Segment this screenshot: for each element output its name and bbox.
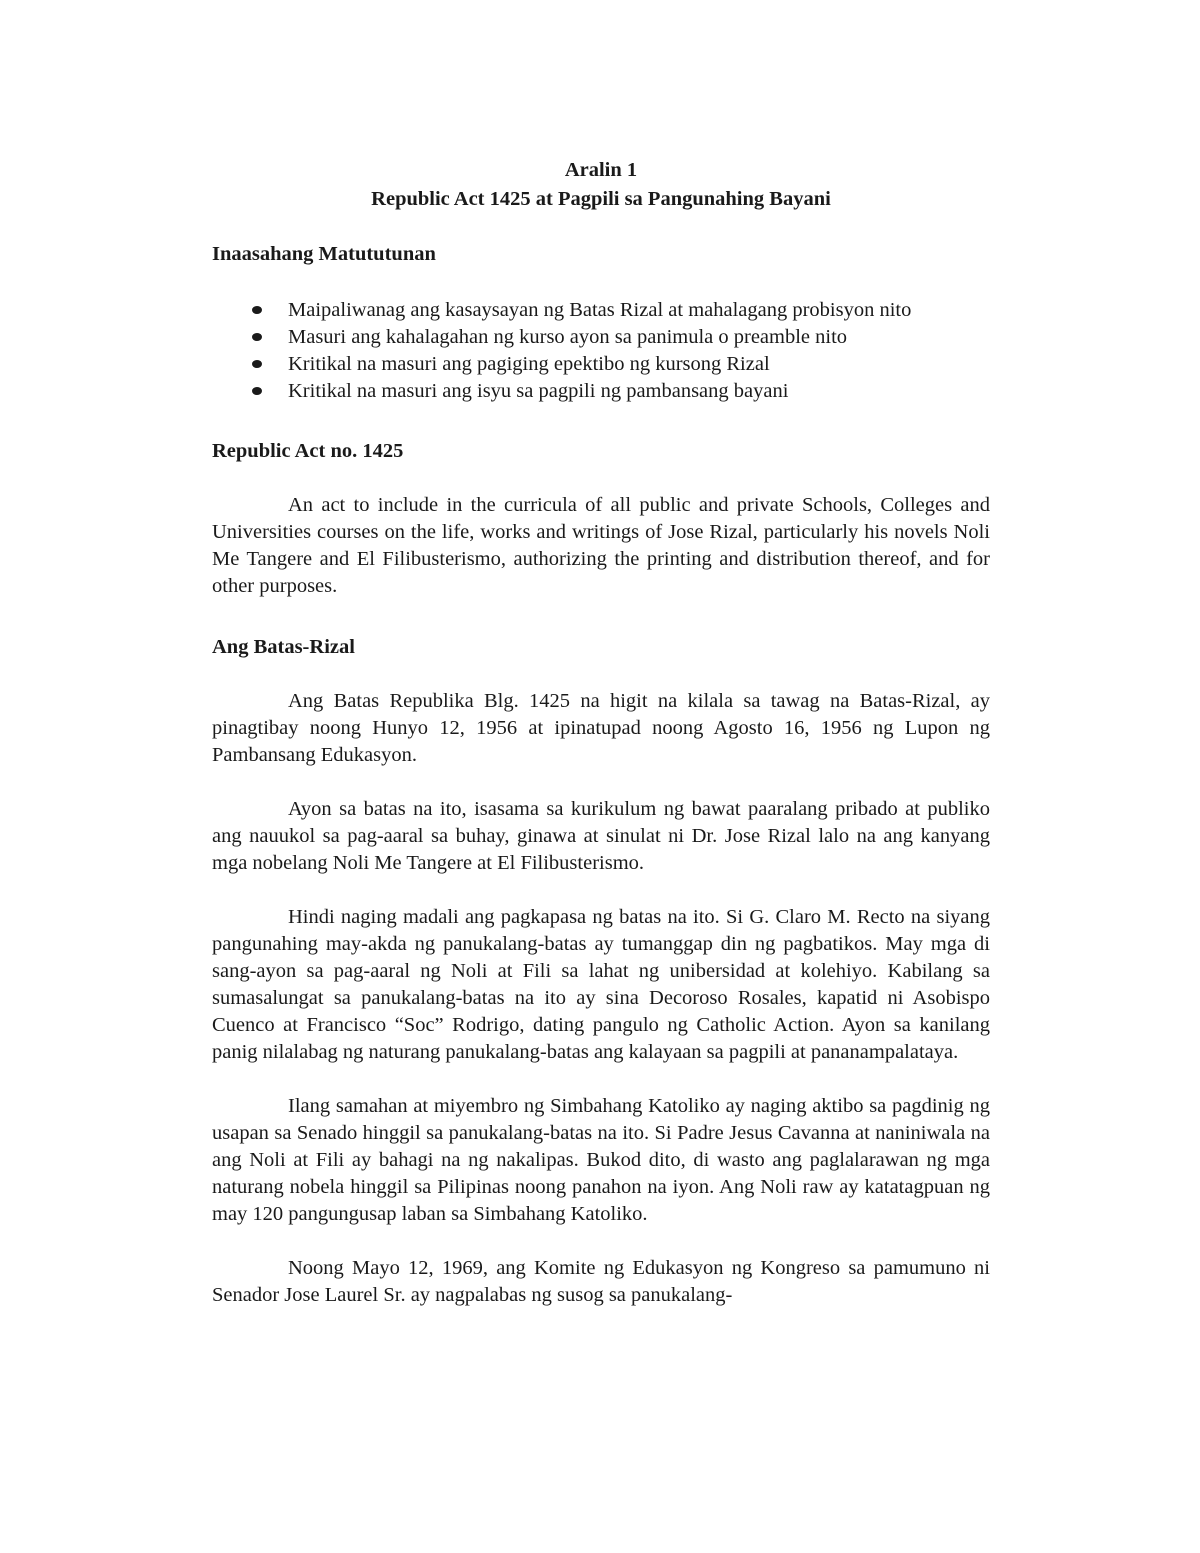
document-page	[212, 156, 990, 1309]
ra1425-paragraph: An act to include in the curricula of all public and private Schools, Colleges and Universities courses on the life, works and writings of Jose Rizal, particularly his novels Noli Me Tangere and El Filibusterismo, authorizing the printing and distribution thereof, and for other purposes.	[212, 494, 990, 597]
batas-rizal-paragraph-2: Ayon sa batas na ito, isasama sa kurikulum ng bawat paaralang pribado at publiko ang nauukol sa pag-aaral sa buhay, ginawa at sinulat ni Dr. Jose Rizal lalo na ang kanyang mga nobelang Noli Me Tangere at El Filibusterismo.	[212, 798, 990, 874]
lesson-title: Republic Act 1425 at Pagpili sa Pangunahing Bayani	[371, 188, 831, 210]
list-item	[212, 297, 990, 324]
lesson-number: Aralin 1	[564, 159, 638, 181]
objectives-heading: Inaasahang Matututunan	[212, 243, 436, 265]
batas-rizal-paragraph-4: Ilang samahan at miyembro ng Simbahang Katoliko ay naging aktibo sa pagdinig ng usapan sa Senado hinggil sa panukalang-batas na ito. Si Padre Jesus Cavanna at naniniwala na ang Noli at Fili ay bahagi na ng nakalipas. Bukod dito, di wasto ang paglalarawan ng mga naturang nobela hinggil sa Pilipinas noong panahon na iyon. Ang Noli raw ay katatagpuan ng may 120 pangungusap laban sa Simbahang Katoliko.	[212, 1095, 990, 1225]
objective-text: Kritikal na masuri ang isyu sa pagpili ng pambansang bayani	[288, 380, 789, 402]
objective-text: Kritikal na masuri ang pagiging epektibo ng kursong Rizal	[288, 353, 770, 375]
objective-text: Maipaliwanag ang kasaysayan ng Batas Rizal at mahalagang probisyon nito	[288, 299, 912, 321]
bullet-icon	[252, 333, 262, 341]
bullet-icon	[252, 306, 262, 314]
list-item	[212, 351, 990, 378]
batas-rizal-paragraph-1: Ang Batas Republika Blg. 1425 na higit na kilala sa tawag na Batas-Rizal, ay pinagtibay noong Hunyo 12, 1956 at ipinatupad noong Agosto 16, 1956 ng Lupon ng Pambansang Edukasyon.	[212, 690, 990, 766]
batas-rizal-paragraph-5: Noong Mayo 12, 1969, ang Komite ng Edukasyon ng Kongreso sa pamumuno ni Senador Jose Laurel Sr. ay nagpalabas ng susog sa panukalang-	[212, 1257, 990, 1306]
objective-text: Masuri ang kahalagahan ng kurso ayon sa panimula o preamble nito	[288, 326, 848, 348]
section-heading-batas-rizal: Ang Batas-Rizal	[212, 636, 355, 658]
title-block	[212, 156, 990, 214]
bullet-icon	[252, 387, 262, 395]
section-heading-ra1425: Republic Act no. 1425	[212, 440, 404, 462]
batas-rizal-paragraph-3: Hindi naging madali ang pagkapasa ng batas na ito. Si G. Claro M. Recto na siyang pangunahing may-akda ng panukalang-batas ay tumanggap din ng pagbatikos. May mga di sang-ayon sa pag-aaral ng Noli at Fili sa lahat ng unibersidad at kolehiyo. Kabilang sa sumasalungat sa panukalang-batas na ito ay sina Decoroso Rosales, kapatid ni Asobispo Cuenco at Francisco “Soc” Rodrigo, dating pangulo ng Catholic Action. Ayon sa kanilang panig nilalabag ng naturang panukalang-batas ang kalayaan sa pagpili at pananampalataya.	[212, 906, 990, 1063]
objectives-list	[212, 297, 990, 405]
list-item	[212, 324, 990, 351]
bullet-icon	[252, 360, 262, 368]
list-item	[212, 378, 990, 405]
